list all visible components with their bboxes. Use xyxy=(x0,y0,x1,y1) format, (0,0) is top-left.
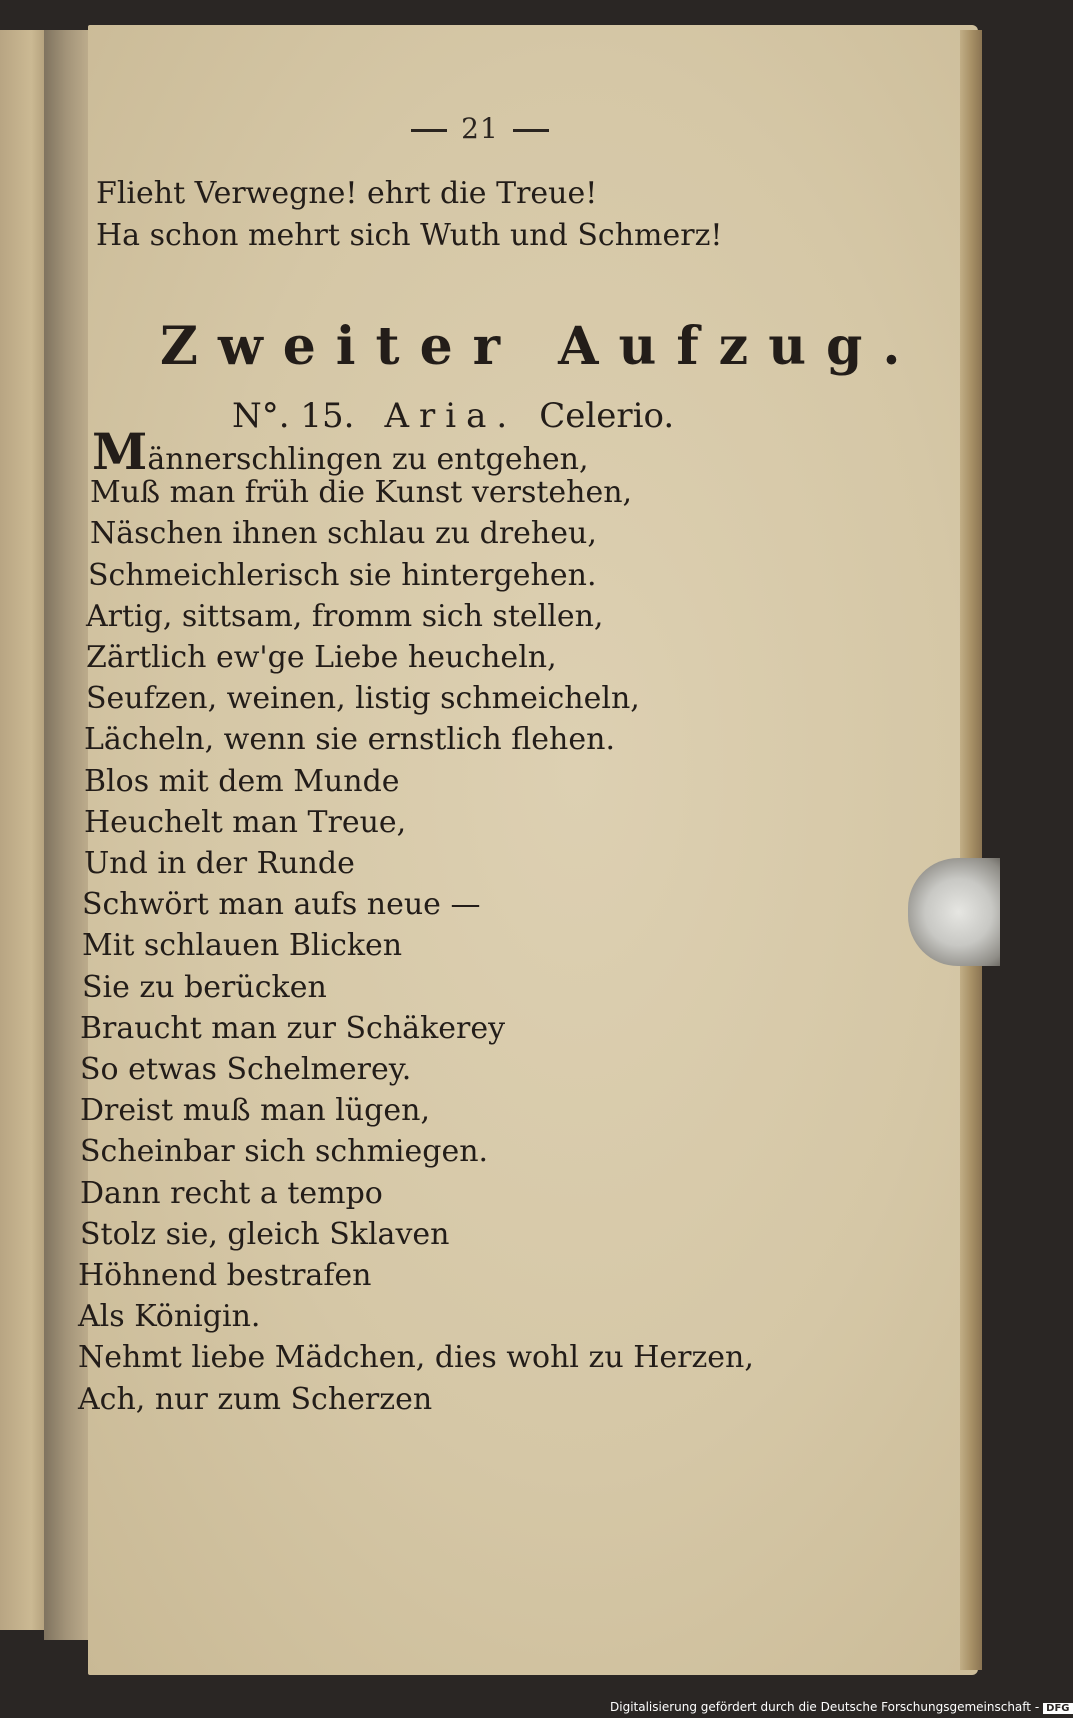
footer-credit-text: Digitalisierung gefördert durch die Deutsche Forschungsgemeinschaft - xyxy=(610,1700,1040,1714)
verse-line: Heuchelt man Treue, xyxy=(84,805,407,840)
verse-line: Blos mit dem Munde xyxy=(84,764,400,799)
verse-line: Schwört man aufs neue — xyxy=(82,887,481,922)
verse-line: Stolz sie, gleich Sklaven xyxy=(80,1217,450,1252)
verse-line: Nehmt liebe Mädchen, dies wohl zu Herzen, xyxy=(78,1340,754,1375)
dash-right xyxy=(513,129,549,132)
verse-line: Seufzen, weinen, listig schmeicheln, xyxy=(86,681,640,716)
aria-character: Celerio. xyxy=(539,396,675,436)
aria-header xyxy=(232,396,674,436)
aria-type: Aria. xyxy=(384,396,518,436)
preceding-line-2: Ha schon mehrt sich Wuth und Schmerz! xyxy=(96,218,723,253)
verse-line: Artig, sittsam, fromm sich stellen, xyxy=(86,599,604,634)
verse-line: Schmeichlerisch sie hintergehen. xyxy=(88,558,597,593)
verse-line: Ach, nur zum Scherzen xyxy=(78,1382,433,1417)
verse-line-rest: ännerschlingen zu entgehen, xyxy=(147,442,589,477)
verse-line: Als Königin. xyxy=(78,1299,261,1334)
act-title: Zweiter Aufzug. xyxy=(160,316,921,377)
footer-credit xyxy=(610,1700,1070,1718)
page-edge-right xyxy=(960,30,982,1670)
verse-line: Sie zu berücken xyxy=(82,970,327,1005)
verse-line: Näschen ihnen schlau zu dreheu, xyxy=(90,516,597,551)
verse-line: Dann recht a tempo xyxy=(80,1176,383,1211)
page-clip xyxy=(908,858,1000,966)
verse-line: Muß man früh die Kunst verstehen, xyxy=(90,475,633,510)
page-number-value: 21 xyxy=(461,112,499,145)
preceding-line-1: Flieht Verwegne! ehrt die Treue! xyxy=(96,176,598,211)
verse-line: Und in der Runde xyxy=(84,846,355,881)
page-number xyxy=(380,112,580,145)
verse-line: Höhnend bestrafen xyxy=(78,1258,372,1293)
dfg-logo: DFG xyxy=(1043,1703,1072,1714)
verse-line: Braucht man zur Schäkerey xyxy=(80,1011,506,1046)
initial-letter: M xyxy=(92,422,148,481)
aria-number: N°. 15. xyxy=(232,396,355,436)
dash-left xyxy=(411,129,447,132)
verse-line: Dreist muß man lügen, xyxy=(80,1093,430,1128)
verse-line: So etwas Schelmerey. xyxy=(80,1052,412,1087)
verse-line: Mit schlauen Blicken xyxy=(82,928,403,963)
verse-line: Lächeln, wenn sie ernstlich flehen. xyxy=(84,722,615,757)
verse-line: Scheinbar sich schmiegen. xyxy=(80,1134,489,1169)
verse-line: Zärtlich ew'ge Liebe heucheln, xyxy=(86,640,557,675)
